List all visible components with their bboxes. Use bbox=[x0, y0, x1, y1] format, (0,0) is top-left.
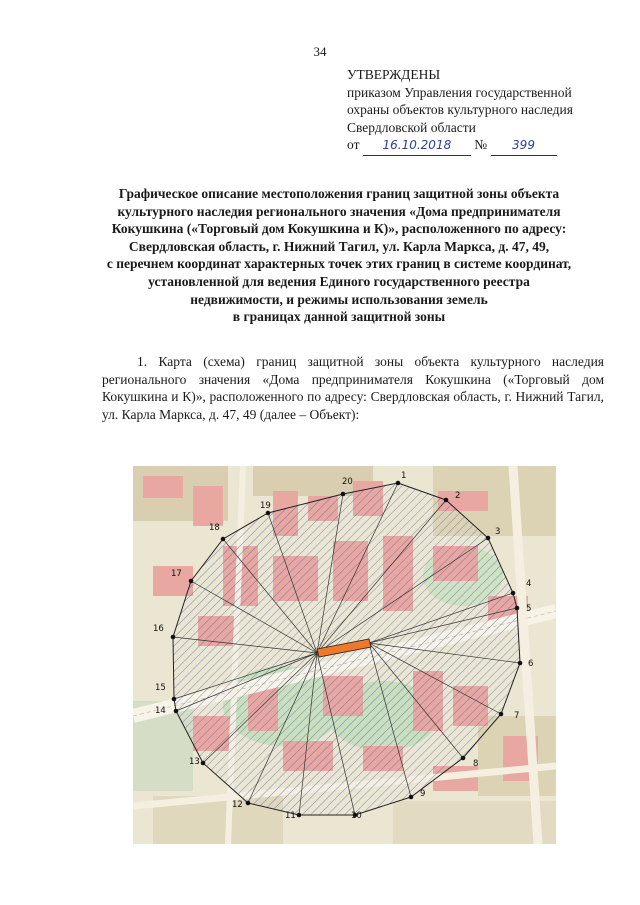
point-label-1: 1 bbox=[401, 471, 407, 481]
point-label-4: 4 bbox=[526, 579, 532, 589]
zone-map bbox=[133, 466, 556, 844]
document-title bbox=[80, 185, 598, 326]
approval-block bbox=[347, 66, 573, 156]
title-line-8: в границах данной защитной зоны bbox=[232, 309, 446, 325]
approval-date-line bbox=[347, 136, 573, 156]
point-label-2: 2 bbox=[455, 491, 461, 501]
boundary-point-19 bbox=[266, 511, 271, 516]
approval-date: 16.10.2018 bbox=[382, 138, 452, 152]
approval-line-2: охраны объектов культурного наследия bbox=[347, 102, 573, 117]
point-label-17: 17 bbox=[171, 569, 182, 579]
boundary-point-20 bbox=[341, 492, 346, 497]
boundary-point-11 bbox=[297, 813, 302, 818]
approval-line-1: приказом Управления государственной bbox=[347, 84, 572, 100]
title-line-3: Кокушкина («Торговый дом Кокушкина и К)», расположенного по адресу: bbox=[111, 221, 567, 237]
boundary-point-16 bbox=[171, 635, 176, 640]
point-label-9: 9 bbox=[420, 789, 426, 799]
boundary-point-6 bbox=[518, 661, 523, 666]
title-line-6: установленной для ведения Единого государственного реестра bbox=[148, 273, 530, 289]
boundary-point-15 bbox=[172, 697, 177, 702]
boundary-point-18 bbox=[221, 537, 226, 542]
approval-line-3: Свердловской области bbox=[347, 119, 476, 135]
from-label: от bbox=[347, 137, 360, 152]
paragraph-1: 1. Карта (схема) границ защитной зоны объекта культурного наследия регионального значения «Дома предпринимателя Кокушкина («Торговый дом Кокушкина и К)», расположенного по адресу: Свердловская область, г. Нижний Тагил, ул. Карла Маркса, д. 47, 49 (далее – Объект): bbox=[102, 354, 604, 422]
point-label-6: 6 bbox=[528, 659, 534, 669]
title-line-1: Графическое описание местоположения границ защитной зоны объекта bbox=[118, 186, 560, 201]
boundary-point-8 bbox=[461, 756, 466, 761]
number-field bbox=[491, 136, 557, 156]
approval-heading: УТВЕРЖДЕНЫ bbox=[347, 67, 441, 82]
title-line-7: недвижимости, и режимы использования земель bbox=[190, 291, 488, 307]
boundary-point-7 bbox=[499, 712, 504, 717]
point-label-11: 11 bbox=[285, 811, 296, 821]
point-label-20: 20 bbox=[342, 477, 353, 487]
boundary-point-14 bbox=[174, 709, 179, 714]
point-label-7: 7 bbox=[514, 711, 520, 721]
title-line-2: культурного наследия регионального значения «Дома предпринимателя bbox=[117, 203, 561, 219]
point-label-12: 12 bbox=[232, 800, 243, 810]
number-label: № bbox=[474, 137, 488, 152]
point-label-8: 8 bbox=[473, 759, 479, 769]
boundary-point-9 bbox=[409, 795, 414, 800]
title-line-5: с перечнем координат характерных точек этих границ в системе координат, bbox=[106, 256, 572, 272]
point-label-16: 16 bbox=[153, 624, 164, 634]
point-label-19: 19 bbox=[260, 501, 271, 511]
boundary-point-1 bbox=[396, 481, 401, 486]
approval-number: 399 bbox=[512, 138, 535, 152]
page-number: 34 bbox=[313, 44, 327, 59]
boundary-point-4 bbox=[511, 591, 516, 596]
boundary-point-17 bbox=[189, 579, 194, 584]
boundary-point-12 bbox=[246, 801, 251, 806]
boundary-point-2 bbox=[444, 498, 449, 503]
zone-map-svg bbox=[133, 466, 556, 844]
point-label-10: 10 bbox=[351, 811, 362, 821]
point-label-13: 13 bbox=[189, 757, 200, 767]
date-field bbox=[363, 136, 471, 156]
point-label-5: 5 bbox=[526, 604, 532, 614]
point-label-18: 18 bbox=[209, 523, 220, 533]
title-line-4: Свердловская область, г. Нижний Тагил, ул. Карла Маркса, д. 47, 49, bbox=[128, 238, 550, 254]
point-label-3: 3 bbox=[495, 527, 501, 537]
boundary-point-13 bbox=[201, 761, 206, 766]
boundary-point-5 bbox=[515, 606, 520, 611]
point-label-15: 15 bbox=[155, 683, 166, 693]
point-label-14: 14 bbox=[155, 706, 166, 716]
boundary-point-3 bbox=[486, 536, 491, 541]
